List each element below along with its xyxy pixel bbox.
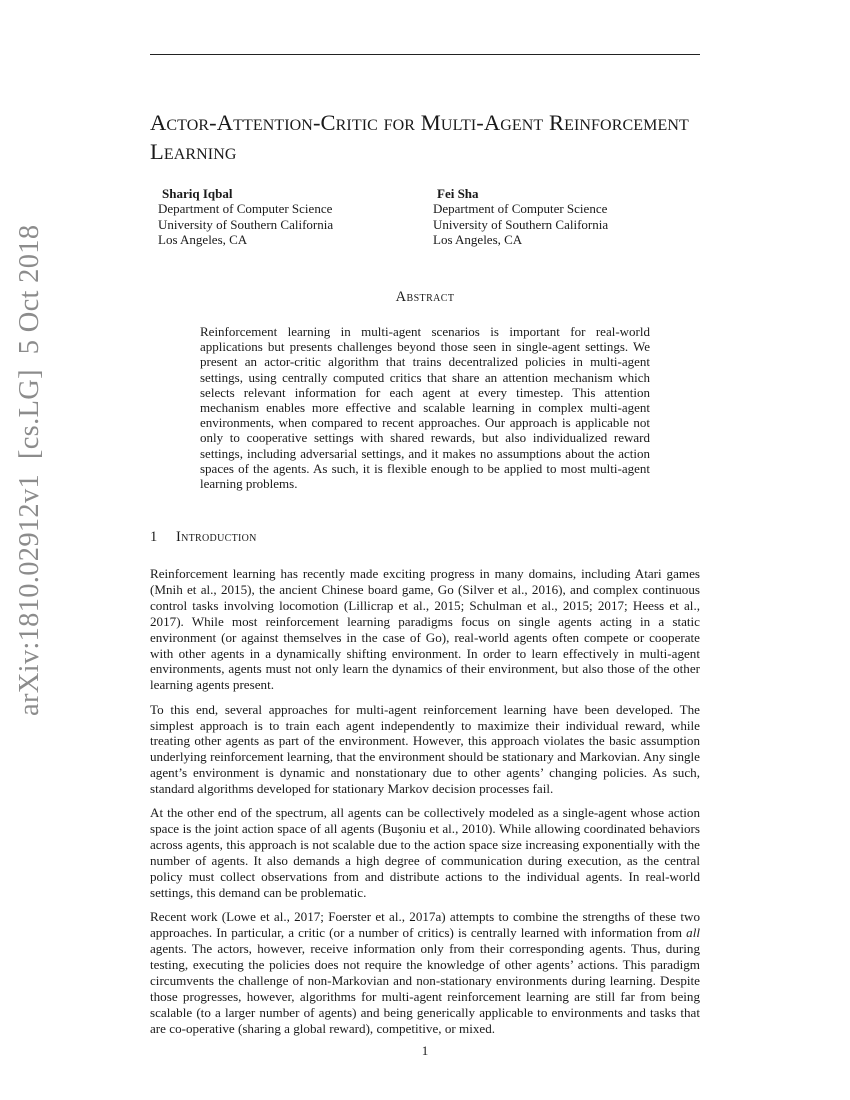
arxiv-stamp-text: arXiv:1810.02912v1 [cs.LG] 5 Oct 2018 [14, 224, 45, 716]
paragraph [150, 909, 700, 1036]
paragraph: To this end, several approaches for multi-agent reinforcement learning have been developed. The simplest approach is to train each agent independently to maximize their individual reward, while treating other agents as part of the environment. However, this approach violates the basic assumption underlying reinforcement learning, that the environment should be stationary and Markovian. Any single agent’s environment is dynamic and nonstationary due to other agents’ changing policies. As such, standard algorithms developed for stationary Markov decision processes fail. [150, 701, 700, 797]
paragraph-text: Recent work (Lowe et al., 2017; Foerster et al., 2017a) attempts to combine the strengths of these two approaches. In particular, a critic (or a number of critics) is centrally learned with information from [150, 909, 700, 941]
arxiv-stamp [12, 224, 48, 716]
author-department: Department of Computer Science [158, 201, 333, 217]
section-heading [150, 529, 257, 546]
author-location: Los Angeles, CA [433, 232, 523, 248]
introduction-body [150, 566, 700, 1045]
author-university: University of Southern California [158, 216, 334, 232]
author-name: Shariq Iqbal [162, 186, 233, 201]
author-name: Fei Sha [437, 186, 479, 201]
paragraph-text: agents. The actors, however, receive information only from their corresponding agents. Thus, during testing, executing the policies does not require the knowledge of other agents’ actions. This paradigm circumvents the challenge of non-Markovian and non-stationary environments during learning. Despite those progresses, however, algorithms for multi-agent reinforcement learning are still far from being scalable (to a larger number of agents) and being generically applicable to environments and tasks that are co-operative (sharing a global reward), competitive, or mixed. [150, 941, 700, 1036]
author-block-1 [158, 186, 333, 248]
paragraph: Reinforcement learning has recently made exciting progress in many domains, including Atari games (Mnih et al., 2015), the ancient Chinese board game, Go (Silver et al., 2016), and complex continuous control tasks involving locomotion (Lillicrap et al., 2015; Schulman et al., 2015; 2017; Heess et al., 2017). While most reinforcement learning paradigms focus on single agents acting in a static environment (or against themselves in the case of Go), real-world agents often compete or cooperate with other agents in a dynamically shifting environment. In order to learn effectively in multi-agent environments, agents must not only learn the dynamics of their environment, but also those of the other learning agents present. [150, 566, 700, 693]
paper-title: Actor-Attention-Critic for Multi-Agent Reinforcement Learning [150, 110, 689, 164]
author-location: Los Angeles, CA [158, 232, 248, 248]
author-department: Department of Computer Science [433, 201, 608, 217]
abstract-text: Reinforcement learning in multi-agent scenarios is important for real-world applications but presents challenges beyond those seen in single-agent settings. We present an actor-critic algorithm that trains decentralized policies in multi-agent settings, using centrally computed critics that share an attention mechanism which selects relevant information for each agent at every timestep. This attention mechanism enables more effective and scalable learning in complex multi-agent environments, when compared to recent approaches. Our approach is applicable not only to cooperative settings with shared rewards, but also individualized reward settings, including adversarial settings, and it makes no assumptions about the action spaces of the agents. As such, it is flexible enough to be applied to most multi-agent learning problems. [200, 324, 650, 492]
section-title: Introduction [176, 529, 257, 545]
emphasis-text: all [686, 925, 700, 941]
header-rule [150, 54, 700, 55]
paragraph: At the other end of the spectrum, all agents can be collectively modeled as a single-agent whose action space is the joint action space of all agents (Buşoniu et al., 2010). While allowing coordinated behaviors across agents, this approach is not scalable due to the action space size increasing exponentially with the number of agents. It also demands a high degree of communication during execution, as the central policy must collect observations from and distribute actions to the individual agents. In real-world settings, this demand can be problematic. [150, 805, 700, 900]
author-university: University of Southern California [433, 216, 609, 232]
author-block-2 [433, 186, 608, 248]
section-number: 1 [150, 529, 158, 545]
page-number: 1 [421, 1043, 429, 1058]
abstract-heading: Abstract [395, 289, 455, 305]
